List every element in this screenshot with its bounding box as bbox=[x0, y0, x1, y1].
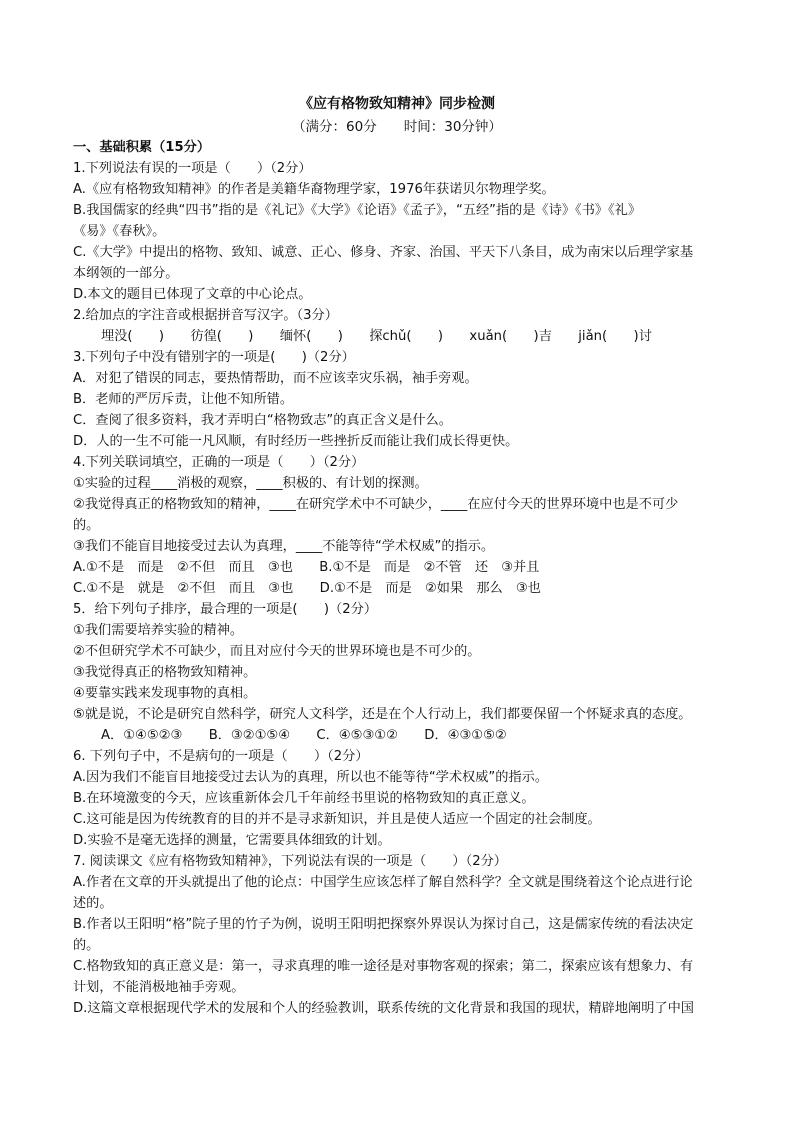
text-line: ①实验的过程____消极的观察，____积极的、有计划的探测。 bbox=[73, 476, 428, 491]
text-line: D.实验不是毫无选择的测量，它需要具体细致的计划。 bbox=[73, 833, 391, 848]
text-line: 本纲领的一部分。 bbox=[73, 266, 179, 281]
text-line: ④要靠实践来发现事物的真相。 bbox=[73, 686, 257, 701]
text-line: 7. 阅读课文《应有格物致知精神》，下列说法有误的一项是（ ）（2分） bbox=[73, 854, 507, 869]
text-line: ②我觉得真正的格物致知的精神，____在研究学术中不可缺少，____在应付今天的世界环境中也是不可少 bbox=[73, 497, 679, 512]
text-line: C.格物致知的真正意义是：第一，寻求真理的唯一途径是对事物客观的探索；第二，探索应该有想象力、有 bbox=[73, 959, 694, 974]
text-line: A．对犯了错误的同志，要热情帮助，而不应该幸灾乐祸，袖手旁观。 bbox=[73, 371, 478, 386]
text-line: A.作者在文章的开头就提出了他的论点：中国学生应该怎样了解自然科学？全文就是围绕着这个论点进行论 bbox=[73, 875, 693, 890]
text-line: 6. 下列句子中，不是病句的一项是（ ）（2分） bbox=[73, 749, 369, 764]
text-line: B．老师的严厉斥责，让他不知所错。 bbox=[73, 392, 294, 407]
text-line: 1.下列说法有误的一项是（ ）（2分） bbox=[73, 161, 312, 176]
text-line: ⑤就是说，不论是研究自然科学，研究人文科学，还是在个人行动上，我们都要保留一个怀疑求真的态度。 bbox=[73, 707, 692, 722]
text-line: 《易》《春秋》。 bbox=[73, 224, 166, 239]
document-title: 《应有格物致知精神》同步检测 bbox=[299, 96, 495, 112]
text-line: 的。 bbox=[73, 938, 100, 953]
text-line: 的。 bbox=[73, 518, 100, 533]
section-heading: 一、基础积累（15分） bbox=[73, 140, 211, 155]
text-line: 述的。 bbox=[73, 896, 113, 911]
text-line: B.在环境激变的今天，应该重新体会几千年前经书里说的格物致知的真正意义。 bbox=[73, 791, 535, 806]
text-line: D.本文的题目已体现了文章的中心论点。 bbox=[73, 287, 312, 302]
text-line: B.我国儒家的经典“四书”指的是《礼记》《大学》《论语》《孟子》，“五经”指的是《诗》《书》《礼》 bbox=[73, 203, 642, 218]
text-line: ②不但研究学术不可缺少，而且对应付今天的世界环境也是不可少的。 bbox=[73, 644, 481, 659]
document-subtitle: （满分：60分 时间：30分钟） bbox=[292, 119, 502, 135]
text-line: 埋没( ) 彷徨( ) 缅怀( ) 探chǔ( ) xuǎn( )吉 jiǎn( )讨 bbox=[101, 329, 652, 344]
text-line: A.《应有格物致知精神》的作者是美籍华裔物理学家，1976年获诺贝尔物理学奖。 bbox=[73, 182, 555, 197]
text-line: A．①④⑤②③ B．③②①⑤④ C．④⑤③①② D．④③①⑤② bbox=[101, 728, 507, 743]
text-line: C.《大学》中提出的格物、致知、诚意、正心、修身、齐家、治国、平天下八条目，成为南宋以后理学家基 bbox=[73, 245, 694, 260]
text-line: C.①不是 就是 ②不但 而且 ③也 D.①不是 而是 ②如果 那么 ③也 bbox=[73, 581, 541, 596]
text-line: C.这可能是因为传统教育的目的并不是寻求新知识，并且是使人适应一个固定的社会制度。 bbox=[73, 812, 601, 827]
text-line: 4.下列关联词填空，正确的一项是（ ）（2分） bbox=[73, 455, 365, 470]
text-line: A.因为我们不能盲目地接受过去认为的真理，所以也不能等待“学术权威”的指示。 bbox=[73, 770, 549, 785]
text-line: 5．给下列句子排序，最合理的一项是( )（2分） bbox=[73, 602, 378, 617]
text-line: ①我们需要培养实验的精神。 bbox=[73, 623, 244, 638]
text-line: A.①不是 而是 ②不但 而且 ③也 B.①不是 而是 ②不管 还 ③并且 bbox=[73, 560, 540, 575]
text-line: 2.给加点的字注音或根据拼音写汉字。（3分） bbox=[73, 308, 338, 323]
text-line: B.作者以王阳明“格”院子里的竹子为例，说明王阳明把探察外界误认为探讨自己，这是儒家传统的看法决定 bbox=[73, 917, 694, 932]
text-line: ③我们不能盲目地接受过去认为真理，____不能等待“学术权威”的指示。 bbox=[73, 539, 495, 554]
text-line: C．查阅了很多资料，我才弄明白“格物致志”的真正含义是什么。 bbox=[73, 413, 452, 428]
text-line: 计划，不能消极地袖手旁观。 bbox=[73, 980, 245, 995]
text-line: D.这篇文章根据现代学术的发展和个人的经验教训，联系传统的文化背景和我国的现状，精辟地阐明了中国 bbox=[73, 1001, 694, 1016]
document-body bbox=[73, 137, 733, 1019]
text-line: ③我觉得真正的格物致知精神。 bbox=[73, 665, 257, 680]
text-line: D．人的一生不可能一凡风顺，有时经历一些挫折反而能让我们成长得更快。 bbox=[73, 434, 519, 449]
text-line: 3.下列句子中没有错别字的一项是( )（2分） bbox=[73, 350, 355, 365]
